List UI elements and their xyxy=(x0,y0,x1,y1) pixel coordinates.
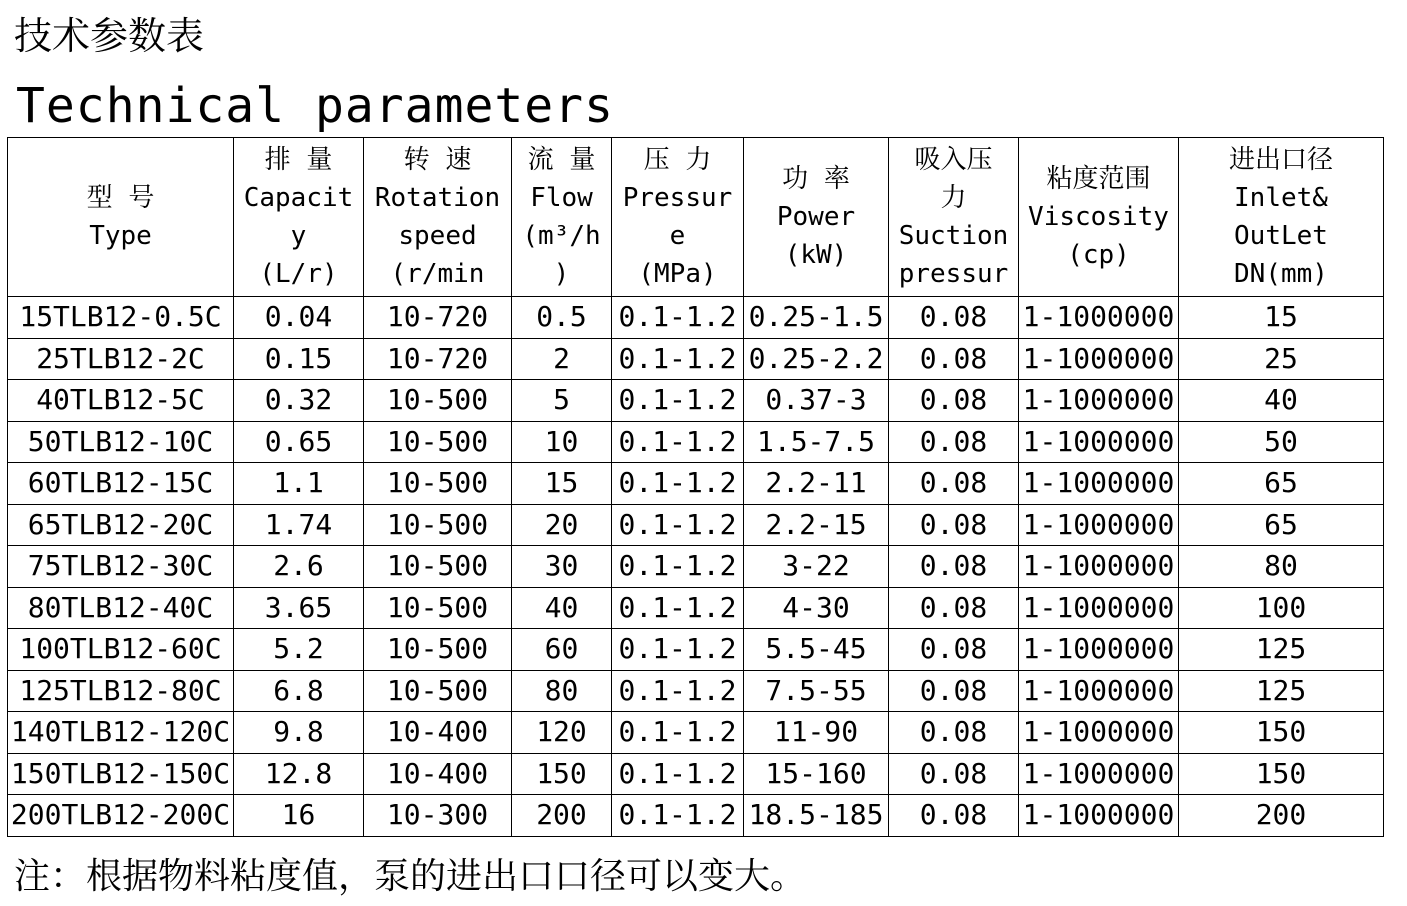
table-cell: 0.5 xyxy=(512,297,612,339)
table-cell: 1.74 xyxy=(234,504,364,546)
table-cell: 25 xyxy=(1179,338,1384,380)
table-cell: 1-1000000 xyxy=(1019,504,1179,546)
table-row xyxy=(8,629,1384,671)
table-cell: 0.08 xyxy=(889,629,1019,671)
table-cell: 50TLB12-10C xyxy=(8,421,234,463)
column-header-line: (kW) xyxy=(784,240,848,270)
table-cell: 15TLB12-0.5C xyxy=(8,297,234,339)
footnote: 注：根据物料粘度值，泵的进出口口径可以变大。 xyxy=(14,856,807,897)
table-cell: 2 xyxy=(512,338,612,380)
table-cell: 0.1-1.2 xyxy=(612,380,744,422)
table-cell: 140TLB12-120C xyxy=(8,712,234,754)
table-cell: 40TLB12-5C xyxy=(8,380,234,422)
table-cell: 0.1-1.2 xyxy=(612,297,744,339)
table-cell: 10-400 xyxy=(364,753,512,795)
table-row xyxy=(8,463,1384,505)
table-cell: 10-500 xyxy=(364,463,512,505)
table-cell: 10-500 xyxy=(364,670,512,712)
table-cell: 0.1-1.2 xyxy=(612,753,744,795)
table-cell: 1-1000000 xyxy=(1019,338,1179,380)
column-header-line: 型 号 xyxy=(86,183,155,213)
table-cell: 1-1000000 xyxy=(1019,753,1179,795)
table-cell: 10-500 xyxy=(364,380,512,422)
column-header xyxy=(234,138,364,297)
column-header-line: (cp) xyxy=(1067,240,1130,270)
table-cell: 1-1000000 xyxy=(1019,795,1179,837)
table-cell: 2.2-15 xyxy=(744,504,889,546)
column-header-line: speed xyxy=(398,221,477,251)
table-cell: 11-90 xyxy=(744,712,889,754)
table-cell: 10-300 xyxy=(364,795,512,837)
table-row xyxy=(8,504,1384,546)
table-cell: 100 xyxy=(1179,587,1384,629)
table-cell: 10-500 xyxy=(364,546,512,588)
table-cell: 65 xyxy=(1179,463,1384,505)
table-cell: 0.1-1.2 xyxy=(612,463,744,505)
column-header xyxy=(612,138,744,297)
table-cell: 150 xyxy=(1179,712,1384,754)
column-header-line: (r/min xyxy=(390,259,485,289)
column-header-line: 功 率 xyxy=(782,164,850,194)
table-cell: 125 xyxy=(1179,629,1384,671)
table-cell: 65TLB12-20C xyxy=(8,504,234,546)
table-cell: 10-400 xyxy=(364,712,512,754)
table-cell: 4-30 xyxy=(744,587,889,629)
table-cell: 1-1000000 xyxy=(1019,421,1179,463)
column-header-line: 吸入压 xyxy=(914,145,993,175)
table-cell: 12.8 xyxy=(234,753,364,795)
table-cell: 0.08 xyxy=(889,504,1019,546)
table-cell: 0.08 xyxy=(889,463,1019,505)
column-header-line: Power xyxy=(776,202,856,232)
column-header-line: Capacit xyxy=(243,183,354,213)
table-cell: 80TLB12-40C xyxy=(8,587,234,629)
column-header-line: (MPa) xyxy=(638,259,717,289)
table-cell: 7.5-55 xyxy=(744,670,889,712)
table-cell: 0.08 xyxy=(889,670,1019,712)
table-cell: 0.1-1.2 xyxy=(612,546,744,588)
table-row xyxy=(8,753,1384,795)
table-cell: 5.5-45 xyxy=(744,629,889,671)
table-cell: 0.1-1.2 xyxy=(612,421,744,463)
page-title-english: Technical parameters xyxy=(16,78,614,134)
column-header-line: e xyxy=(669,221,686,251)
table-cell: 5.2 xyxy=(234,629,364,671)
table-cell: 0.1-1.2 xyxy=(612,338,744,380)
table-cell: 18.5-185 xyxy=(744,795,889,837)
table-cell: 10-720 xyxy=(364,338,512,380)
column-header xyxy=(744,138,889,297)
table-cell: 60 xyxy=(512,629,612,671)
column-header xyxy=(512,138,612,297)
table-cell: 3.65 xyxy=(234,587,364,629)
table-cell: 0.08 xyxy=(889,712,1019,754)
table-row xyxy=(8,795,1384,837)
table-cell: 0.37-3 xyxy=(744,380,889,422)
table-cell: 1-1000000 xyxy=(1019,546,1179,588)
table-cell: 0.08 xyxy=(889,546,1019,588)
table-cell: 1-1000000 xyxy=(1019,587,1179,629)
table-cell: 0.08 xyxy=(889,421,1019,463)
table-header-row xyxy=(8,138,1384,297)
table-cell: 15 xyxy=(512,463,612,505)
table-cell: 200 xyxy=(512,795,612,837)
column-header-line: pressur xyxy=(898,259,1009,289)
column-header-line: 粘度范围 xyxy=(1046,164,1151,194)
table-cell: 0.15 xyxy=(234,338,364,380)
table-cell: 0.1-1.2 xyxy=(612,587,744,629)
table-cell: 15-160 xyxy=(744,753,889,795)
table-cell: 25TLB12-2C xyxy=(8,338,234,380)
table-cell: 0.32 xyxy=(234,380,364,422)
table-row xyxy=(8,380,1384,422)
column-header-line: (m³/h xyxy=(522,221,601,251)
table-cell: 0.08 xyxy=(889,380,1019,422)
table-cell: 80 xyxy=(1179,546,1384,588)
table-cell: 60TLB12-15C xyxy=(8,463,234,505)
table-cell: 200 xyxy=(1179,795,1384,837)
table-cell: 0.08 xyxy=(889,297,1019,339)
table-row xyxy=(8,670,1384,712)
table-cell: 150TLB12-150C xyxy=(8,753,234,795)
table-cell: 9.8 xyxy=(234,712,364,754)
table-cell: 10-500 xyxy=(364,629,512,671)
column-header-line: Type xyxy=(89,221,152,251)
column-header-line: DN(mm) xyxy=(1234,259,1328,289)
table-cell: 200TLB12-200C xyxy=(8,795,234,837)
column-header-line: 力 xyxy=(940,183,967,213)
table-cell: 10-720 xyxy=(364,297,512,339)
table-cell: 15 xyxy=(1179,297,1384,339)
table-cell: 0.08 xyxy=(889,795,1019,837)
column-header-line: Viscosity xyxy=(1028,202,1169,232)
page-title-chinese: 技术参数表 xyxy=(14,14,205,58)
table-cell: 65 xyxy=(1179,504,1384,546)
table-cell: 50 xyxy=(1179,421,1384,463)
table-cell: 1.5-7.5 xyxy=(744,421,889,463)
table-row xyxy=(8,546,1384,588)
table-cell: 1-1000000 xyxy=(1019,712,1179,754)
table-cell: 40 xyxy=(1179,380,1384,422)
table-cell: 40 xyxy=(512,587,612,629)
table-cell: 80 xyxy=(512,670,612,712)
table-cell: 6.8 xyxy=(234,670,364,712)
table-cell: 1-1000000 xyxy=(1019,670,1179,712)
column-header-line: 进出口径 xyxy=(1228,145,1333,175)
column-header-line: ) xyxy=(553,259,570,289)
table-cell: 0.1-1.2 xyxy=(612,712,744,754)
table-cell: 0.1-1.2 xyxy=(612,504,744,546)
column-header-line: 转 速 xyxy=(403,145,472,175)
table-cell: 1-1000000 xyxy=(1019,463,1179,505)
table-cell: 5 xyxy=(512,380,612,422)
column-header-line: OutLet xyxy=(1234,221,1328,251)
table-cell: 1-1000000 xyxy=(1019,297,1179,339)
table-cell: 0.25-1.5 xyxy=(744,297,889,339)
table-cell: 150 xyxy=(512,753,612,795)
table-cell: 3-22 xyxy=(744,546,889,588)
table-cell: 0.25-2.2 xyxy=(744,338,889,380)
column-header-line: Inlet& xyxy=(1234,183,1328,213)
table-cell: 2.2-11 xyxy=(744,463,889,505)
column-header xyxy=(8,138,234,297)
column-header xyxy=(364,138,512,297)
column-header-line: 排 量 xyxy=(264,145,333,175)
column-header-line: Pressur xyxy=(622,183,733,213)
table-cell: 120 xyxy=(512,712,612,754)
column-header-line: Rotation xyxy=(374,183,501,213)
table-cell: 125TLB12-80C xyxy=(8,670,234,712)
table-cell: 10-500 xyxy=(364,504,512,546)
table-cell: 0.1-1.2 xyxy=(612,629,744,671)
column-header xyxy=(1179,138,1384,297)
table-cell: 100TLB12-60C xyxy=(8,629,234,671)
column-header xyxy=(889,138,1019,297)
table-row xyxy=(8,421,1384,463)
table-cell: 0.1-1.2 xyxy=(612,795,744,837)
table-cell: 150 xyxy=(1179,753,1384,795)
table-cell: 30 xyxy=(512,546,612,588)
technical-parameters-table xyxy=(7,137,1384,837)
table-row xyxy=(8,338,1384,380)
table-cell: 1.1 xyxy=(234,463,364,505)
column-header-line: 流 量 xyxy=(527,145,596,175)
table-cell: 1-1000000 xyxy=(1019,629,1179,671)
column-header-line: 压 力 xyxy=(643,145,712,175)
table-cell: 0.08 xyxy=(889,338,1019,380)
table-cell: 125 xyxy=(1179,670,1384,712)
table-cell: 10-500 xyxy=(364,587,512,629)
table-cell: 10-500 xyxy=(364,421,512,463)
table-body xyxy=(8,297,1384,837)
table-cell: 10 xyxy=(512,421,612,463)
table-cell: 0.08 xyxy=(889,753,1019,795)
table-row xyxy=(8,587,1384,629)
table-cell: 0.65 xyxy=(234,421,364,463)
table-row xyxy=(8,297,1384,339)
table-cell: 20 xyxy=(512,504,612,546)
table-cell: 2.6 xyxy=(234,546,364,588)
column-header-line: Flow xyxy=(530,183,593,213)
column-header-line: (L/r) xyxy=(259,259,338,289)
column-header-line: y xyxy=(290,221,307,251)
table-cell: 0.04 xyxy=(234,297,364,339)
table-cell: 75TLB12-30C xyxy=(8,546,234,588)
column-header-line: Suction xyxy=(898,221,1009,251)
table-cell: 1-1000000 xyxy=(1019,380,1179,422)
table-cell: 16 xyxy=(234,795,364,837)
column-header xyxy=(1019,138,1179,297)
table-row xyxy=(8,712,1384,754)
table-cell: 0.1-1.2 xyxy=(612,670,744,712)
table-cell: 0.08 xyxy=(889,587,1019,629)
